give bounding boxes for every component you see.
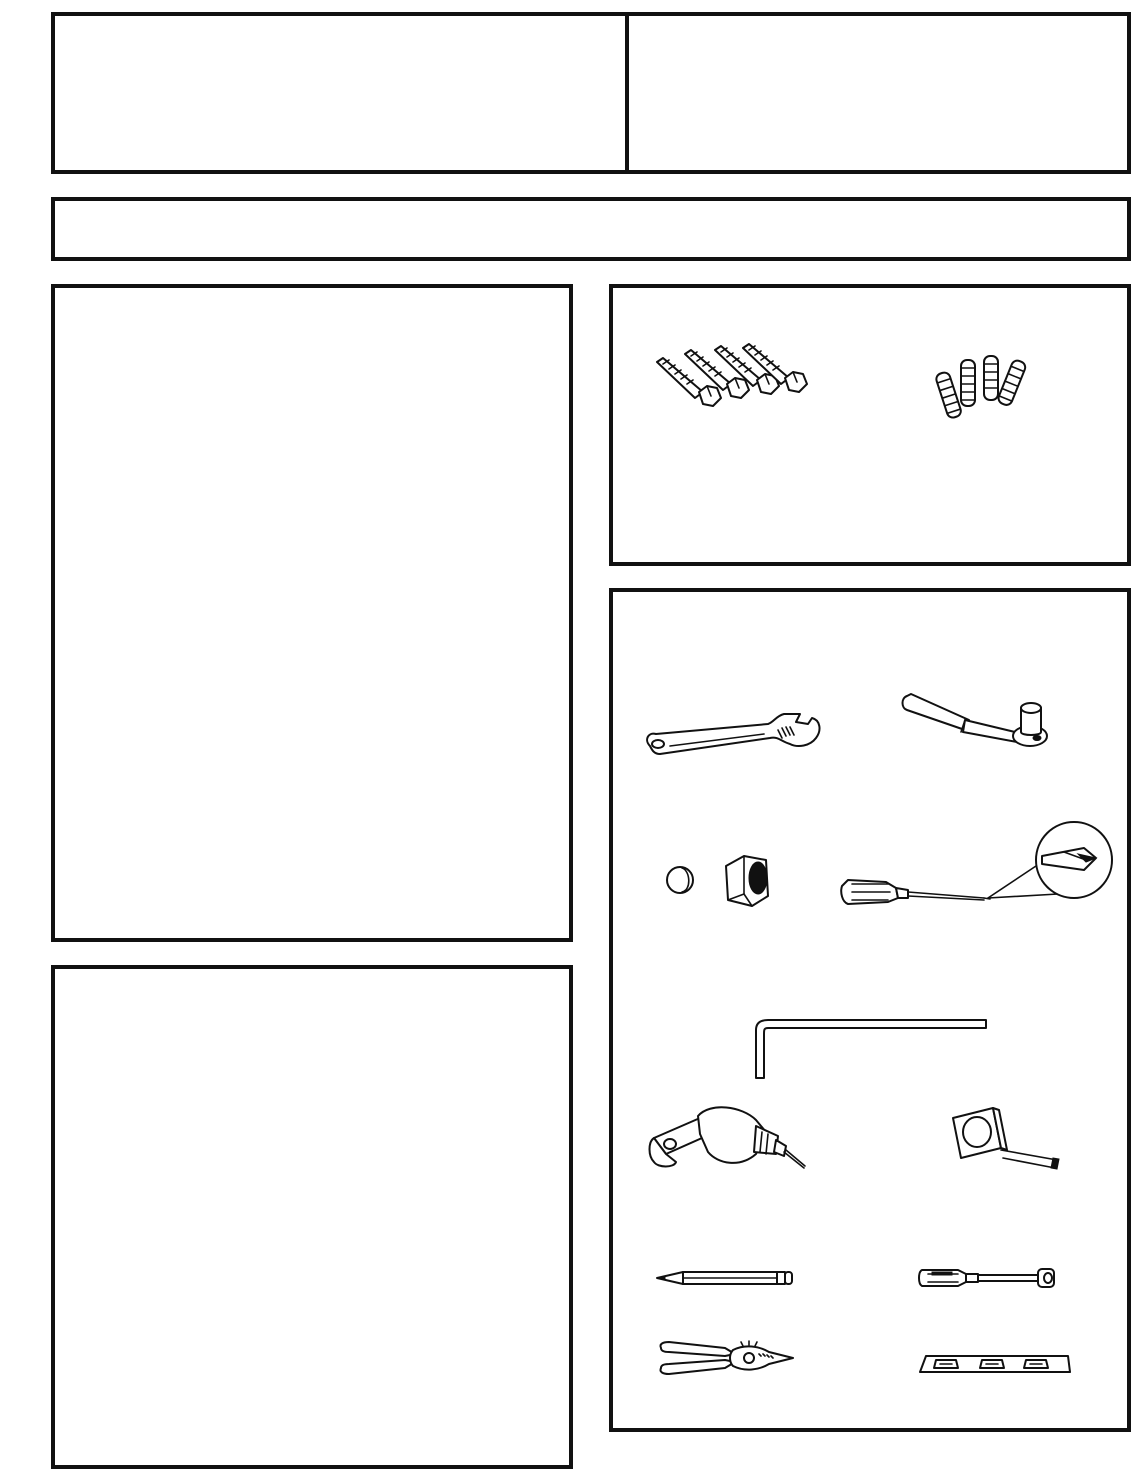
wire-stripper-pliers-icon <box>655 1338 797 1380</box>
ferrule-and-nut-icon <box>660 848 800 908</box>
level-icon <box>918 1350 1074 1376</box>
parts-panel <box>609 284 1131 566</box>
phillips-screwdriver-icon <box>838 818 1118 918</box>
socket-ratchet-icon <box>895 684 1065 754</box>
nut-driver-icon <box>918 1264 1060 1292</box>
header-right-cell <box>629 16 1127 170</box>
banner-box <box>51 197 1131 261</box>
header-box <box>51 12 1131 174</box>
power-drill-icon <box>640 1094 810 1180</box>
adjustable-wrench-icon <box>640 708 830 764</box>
left-panel-bottom <box>51 965 573 1469</box>
allen-wrench-icon <box>748 1016 992 1082</box>
pencil-icon <box>655 1268 795 1288</box>
wall-anchors-icon <box>928 350 1033 425</box>
header-left-cell <box>55 16 625 170</box>
left-panel-top <box>51 284 573 942</box>
lag-screws-icon <box>645 340 815 425</box>
tape-measure-icon <box>945 1106 1063 1172</box>
